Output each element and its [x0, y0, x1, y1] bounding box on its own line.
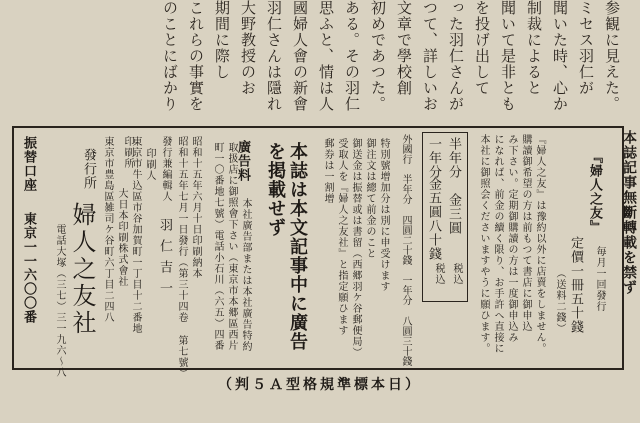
ad-rates-title: 廣告料: [235, 140, 250, 182]
text-column: 初めであつた。: [369, 0, 387, 112]
subscription-table: [422, 132, 468, 302]
issuer-name: 婦人之友社: [68, 202, 96, 337]
payment-note: 御注文は總て前金のこと: [364, 138, 375, 259]
magazine-title: 『婦人之友』: [587, 150, 602, 234]
payment-note: 特別號增加分は別に申受けます: [378, 138, 389, 292]
price-note: （送料二錢）: [554, 268, 565, 334]
ad-rates-line: 町一〇番地七號）電話小石川（六五）四番: [212, 142, 223, 351]
notice-line: 購讀御希望の方は前もつて書店に御申込: [520, 134, 531, 332]
subscription-price: 金五圓八十錢: [426, 177, 441, 261]
payment-note: 御送金は振替或は書留（西郷羽ケ谷郵便局）: [350, 138, 361, 358]
frequency-note: 毎月一回發行: [594, 246, 605, 312]
print-date: 昭和十五年六月十日印刷納本: [190, 136, 201, 279]
issue-date: 昭和十五年七月一日發行（第三十四卷 第七號）: [176, 136, 187, 379]
issuer-label: 發行所: [81, 148, 96, 190]
notice-line: になれば、前金の續く限り、お手許へ直接に: [492, 134, 503, 354]
text-column: を投げ出して: [473, 0, 491, 96]
printing-office: 大日本印刷株式會社: [116, 188, 127, 287]
text-column: 参観に見えた。: [603, 0, 621, 112]
text-column: 思ふと、情は人: [317, 0, 335, 112]
text-column: 文章で學校創: [395, 0, 413, 96]
transfer-account: 東京一一六〇〇番: [21, 212, 36, 324]
text-column: 期間に際し: [213, 0, 231, 80]
text-column: のことにばかり: [161, 0, 179, 112]
printer-label: 印刷人: [144, 148, 155, 181]
ad-policy: 本誌は本文記事中に廣告: [287, 142, 308, 351]
imprint-box: [12, 126, 624, 379]
format-footer: （判５Ａ型格規準標本日）: [218, 377, 422, 393]
ad-rates-line: 取扱店に御照會下さい（東京市本郷區西片: [226, 142, 237, 351]
transfer-label: 振替口座: [21, 136, 36, 192]
text-column: これらの事實を: [187, 0, 205, 112]
text-column: 聞いて是非とも: [499, 0, 517, 112]
no-reprint-notice: 本誌記事無斷轉載を禁ず: [621, 130, 637, 295]
text-column: 聞いた時、心か: [551, 0, 569, 112]
text-column: 國婦人會の新會: [291, 0, 309, 112]
notice-line: み下さい。定期御購讀の方は一度御申込み: [506, 134, 517, 343]
payment-note: 郵券は一割增: [322, 138, 333, 204]
phone: 電話大塚（三七）三一九六〜八: [54, 224, 65, 378]
text-column: った羽仁さんが: [447, 0, 465, 112]
text-column: つて、詳しいお: [421, 0, 439, 112]
printer-address: 東京市牛込區市谷加賀町一丁目十二番地: [130, 136, 141, 334]
subscription-period: 半年分: [446, 137, 461, 179]
subscription-price: 金三圓: [446, 193, 461, 235]
subscription-note: 税込: [433, 263, 444, 285]
text-column: ミセス羽仁が: [577, 0, 595, 96]
editor-label: 發行兼編輯人: [160, 136, 171, 202]
price: 定價一冊五十錢: [568, 236, 583, 334]
printing-label: 印刷所: [122, 136, 133, 169]
text-column: 大野教授のお: [239, 0, 257, 96]
editor-name: 羽仁吉一: [157, 218, 172, 302]
ad-rates-line: 本社廣告部または本社廣告特約: [240, 198, 251, 352]
notice-line: 本社に御照会くださいますやうに願ひます。: [478, 134, 489, 354]
payment-note: 受取人を『婦人之友社』と指定願ひます: [336, 138, 347, 336]
text-column: ある。その羽仁: [343, 0, 361, 112]
notice-line: 『婦人之友』は豫約以外に店賣をしません。: [534, 134, 545, 354]
text-column: 羽仁さんは隱れ: [265, 0, 283, 112]
ad-policy: を掲載せず: [265, 142, 286, 237]
office-address: 東京市豊島區雑司ケ谷町六丁目二四八: [102, 136, 113, 323]
subscription-note: 税込: [451, 263, 462, 285]
foreign-rate: 外國行 半年分 四圓二十錢 一年分 八圓三十錢: [400, 134, 411, 366]
text-column: 制裁によると: [525, 0, 543, 96]
subscription-period: 一年分: [426, 137, 441, 179]
